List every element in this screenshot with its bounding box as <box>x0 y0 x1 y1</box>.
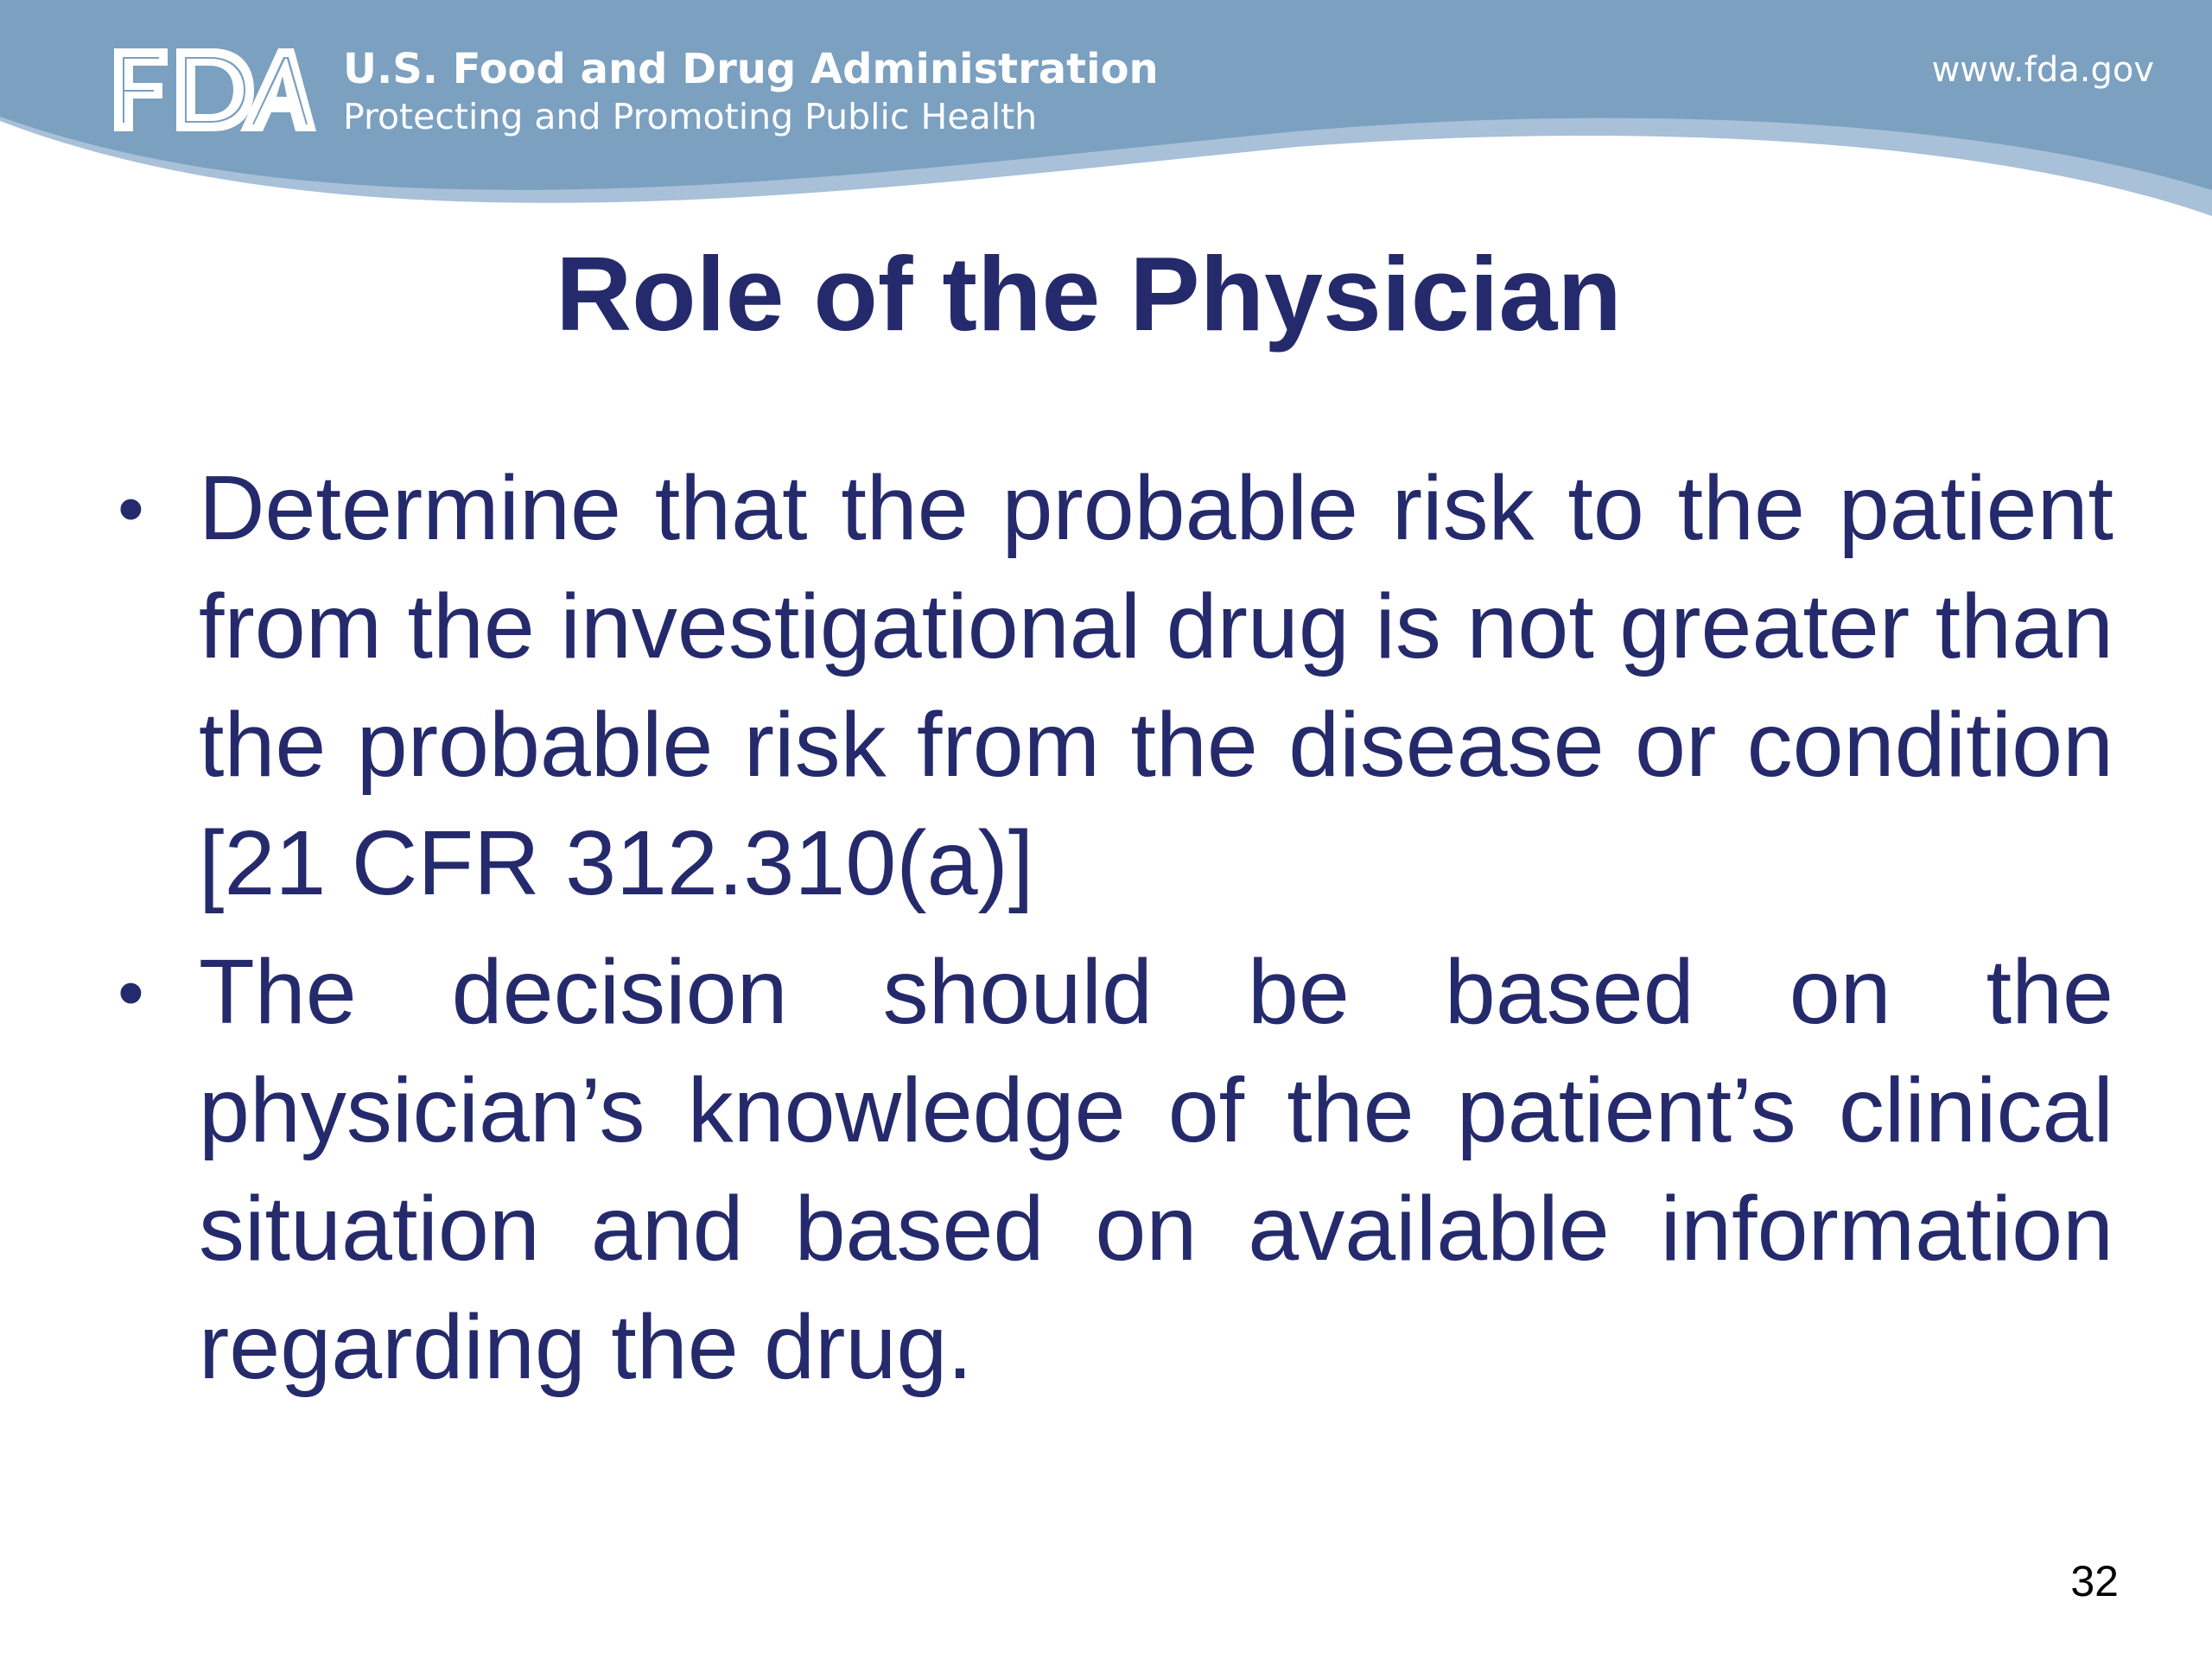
bullet-text: The decision should be based on the physician’s knowledge of the patient’s clinical situation and based on available information regarding the drug. <box>199 941 2113 1398</box>
bullet-dot-icon: • <box>118 466 144 551</box>
agency-tagline: Protecting and Promoting Public Health <box>343 96 1038 137</box>
slide-title: Role of the Physician <box>556 235 1622 353</box>
bullet-list <box>111 449 2113 1417</box>
fda-logo-icon <box>111 45 318 135</box>
bullet-text: Determine that the probable risk to the patient from the investigational drug is not greater than the probable risk from the disease or condition [21 CFR 312.310(a)] <box>199 457 2113 914</box>
agency-name: U.S. Food and Drug Administration <box>343 45 1159 93</box>
bullet-item <box>111 449 2113 923</box>
website-url[interactable]: www.fda.gov <box>1931 50 2154 90</box>
bullet-item <box>111 933 2113 1407</box>
fda-logo-text: FDA <box>111 45 112 46</box>
page-number: 32 <box>2070 1557 2119 1605</box>
bullet-dot-icon: • <box>118 950 144 1035</box>
header-band <box>0 0 2212 259</box>
